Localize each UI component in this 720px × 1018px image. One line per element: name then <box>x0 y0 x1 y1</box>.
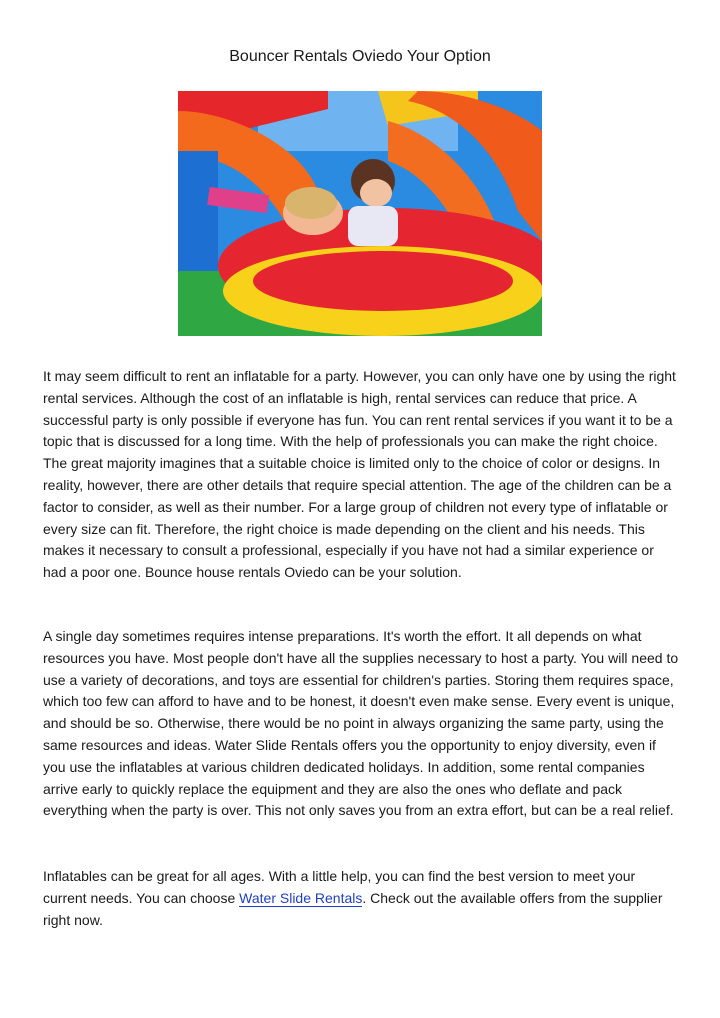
paragraph-preparations: A single day sometimes requires intense preparations. It's worth the effort. It all depends on what resources you have. Most people don't have all the supplies necessary to host a party. You will need to use a variety of decorations, and toys are essential for children's parties. Storing them requires space, which too few can afford to have and to be honest, it doesn't even make sense. Every event is unique, and should be so. Otherwise, there would be no point in always organizing the same party, using the same resources and ideas. Water Slide Rentals offers you the opportunity to enjoy diversity, even if you use the inflatables at various children dedicated holidays. In addition, some rental companies arrive early to quickly replace the equipment and they are also the ones who deflate and pack everything when the party is over. This not only saves you from an extra effort, but can be a real relief. <box>43 628 679 819</box>
document-title: Bouncer Rentals Oviedo Your Option <box>229 48 491 65</box>
bounce-house-illustration <box>178 91 542 336</box>
bounce-house-photo <box>178 91 542 336</box>
paragraph-conclusion-text-before: Inflatables can be great for all ages. With a little help, you can find the best version to meet your current needs. You can choose <box>43 868 636 906</box>
paragraph-conclusion <box>43 866 681 931</box>
paragraph-intro: It may seem difficult to rent an inflatable for a party. However, you can only have one by using the right rental services. Although the cost of an inflatable is high, rental services can reduce that price. A successful party is only possible if everyone has fun. You can rent rental services if you want it to be a topic that is discussed for a long time. With the help of professionals you can make the right choice. The great majority imagines that a suitable choice is limited only to the choice of color or designs. In reality, however, there are other details that require special attention. The age of the children can be a factor to consider, as well as their number. For a large group of children not every type of inflatable or every size can fit. Therefore, the right choice is made depending on the client and his needs. This makes it necessary to consult a professional, especially if you have not had a similar experience or had a poor one. Bounce house rentals Oviedo can be your solution. <box>43 368 676 581</box>
water-slide-rentals-link[interactable]: Water Slide Rentals <box>239 889 363 906</box>
paragraph-conclusion-text-after: . Check out the available offers from the supplier right now. <box>43 889 663 928</box>
